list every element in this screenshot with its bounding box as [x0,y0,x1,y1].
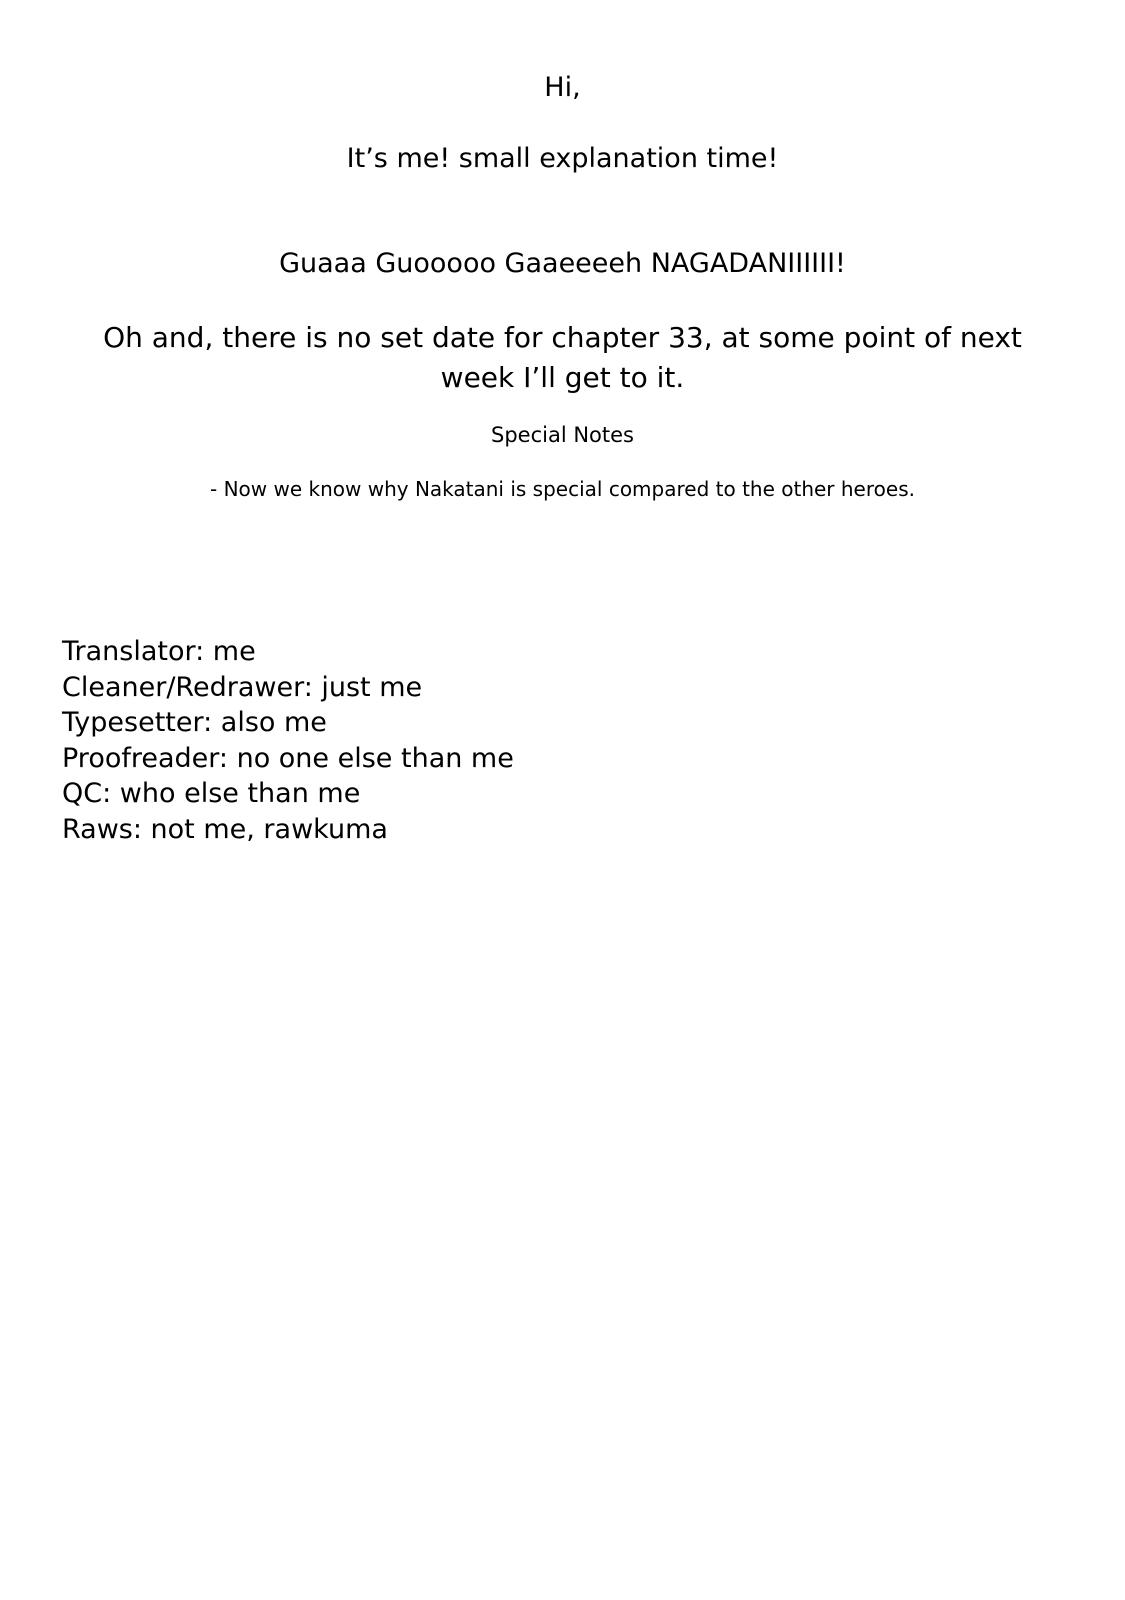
shout-text: Guaaa Guooooo Gaaeeeeh NAGADANIIIIII! [279,248,846,279]
release-notice-text: Oh and, there is no set date for chapter 33, at some point of next week I’ll get to it. [103,321,1022,394]
greeting-text: Hi, [544,72,581,103]
credits-block [62,634,514,847]
credit-line-translator: Translator: me [62,636,256,667]
special-notes-heading: Special Notes [491,423,634,447]
credit-line-qc: QC: who else than me [62,778,361,809]
intro-text: It’s me! small explanation time! [346,143,779,174]
credit-line-cleaner: Cleaner/Redrawer: just me [62,671,423,703]
credit-line-typesetter: Typesetter: also me [62,707,327,738]
credit-line-raws: Raws: not me, rawkuma [62,813,388,845]
special-note-item: - Now we know why Nakatani is special compared to the other heroes. [210,477,915,501]
credit-line-proofreader: Proofreader: no one else than me [62,742,514,774]
